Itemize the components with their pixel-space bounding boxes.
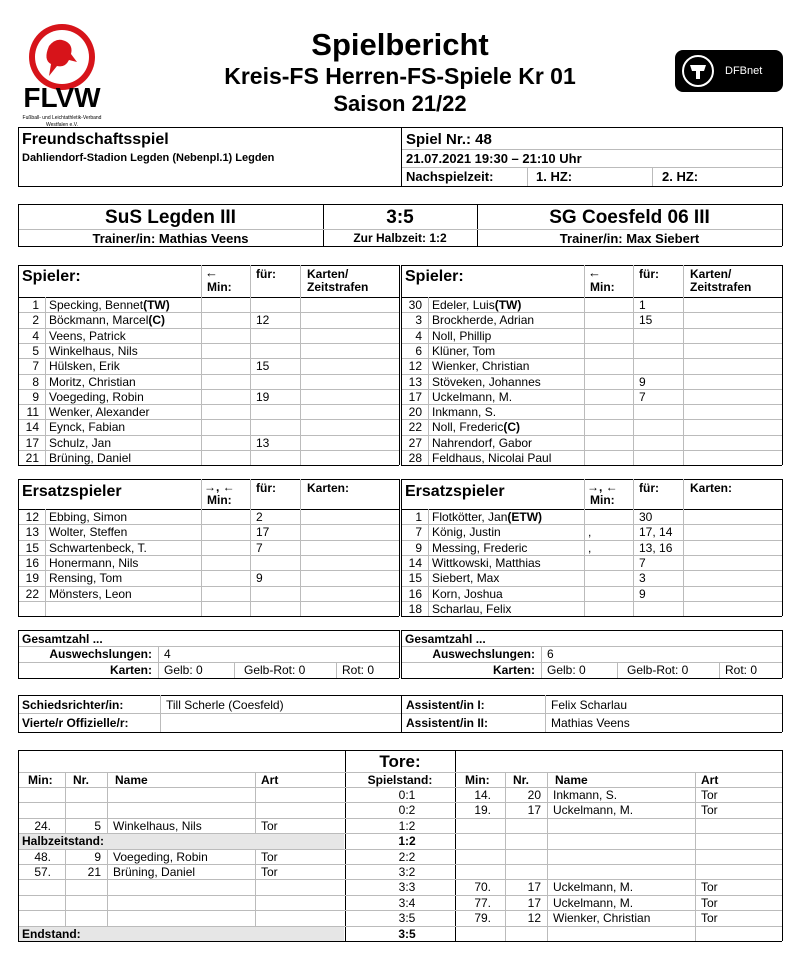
away-player-name: Messing, Frederic: [432, 540, 528, 555]
home-total-label: Gesamtzahl ...: [22, 632, 103, 646]
home-fuer-value: 19: [256, 389, 270, 404]
referee-value: Till Scherle (Coesfeld): [166, 698, 284, 712]
goal-row-label: Halbzeitstand:: [22, 834, 105, 849]
home-player-number: 17: [25, 435, 39, 450]
running-score: 0:1: [398, 788, 416, 802]
away-cards-label-b: Zeitstrafen: [690, 280, 752, 294]
goal-row-label: Endstand:: [22, 926, 81, 941]
dfb-eagle-icon: [677, 50, 719, 92]
away-player-number: 15: [408, 571, 422, 586]
away-player-name: Klüner, Tom: [432, 343, 496, 358]
away-player-number: 18: [408, 601, 422, 616]
away-goals-name-header: Name: [555, 773, 588, 787]
home-player-name: Wenker, Alexander: [49, 405, 150, 420]
away-team-name: SG Coesfeld 06 III: [549, 207, 710, 228]
away-player-number: 6: [415, 343, 422, 358]
away-goal-scorer: Uckelmann, M.: [553, 895, 634, 910]
away-player-number: 12: [408, 359, 422, 374]
away-player-number: 4: [415, 328, 422, 343]
home-player-name: Schwartenbeck, T.: [49, 540, 147, 555]
goals-title: Tore:: [379, 752, 421, 771]
away-fuer-value: 30: [639, 510, 653, 524]
away-player-name: Siebert, Max: [432, 571, 500, 586]
assistant2-value: Mathias Veens: [551, 716, 630, 730]
away-goals-min-header: Min:: [465, 773, 490, 787]
home-player-name: Honermann, Nils: [49, 555, 139, 570]
away-goal-scorer: Inkmann, S.: [553, 788, 618, 802]
home-player-number: 22: [25, 586, 39, 601]
home-player-number: 8: [32, 374, 39, 389]
home-sub-cards-label: Karten:: [307, 481, 350, 495]
home-player-number: 5: [32, 343, 39, 358]
home-player-name: Veens, Patrick: [49, 328, 126, 343]
home-goal-scorer: Voegeding, Robin: [113, 849, 208, 864]
home-subs-count: 4: [164, 647, 171, 661]
away-goal-type: Tor: [701, 895, 718, 910]
final-score: 3:5: [386, 207, 414, 228]
assistant1-label: Assistent/in I:: [406, 698, 485, 712]
referee-label: Schiedsrichter/in:: [22, 698, 124, 712]
first-half-label: 1. HZ:: [536, 169, 573, 184]
away-fuer-value: 9: [639, 374, 646, 389]
away-player-number: 14: [408, 555, 422, 570]
away-goal-type: Tor: [701, 880, 718, 895]
home-player-number: 21: [25, 451, 39, 465]
running-score: 3:2: [398, 865, 416, 879]
dfbnet-logo: [675, 50, 783, 92]
away-player-name: Noll, Phillip: [432, 328, 492, 343]
away-fuer-value: 7: [639, 389, 646, 404]
away-player-number: 1: [415, 510, 422, 524]
match-venue: Dahliendorf-Stadion Legden (Nebenpl.1) Legden: [22, 152, 275, 164]
away-trainer: Trainer/in: Max Siebert: [559, 231, 700, 246]
home-player-name: Hülsken, Erik: [49, 359, 120, 374]
home-player-name: Rensing, Tom: [49, 571, 123, 586]
assistant1-value: Felix Scharlau: [551, 698, 628, 712]
home-fuer-value: 17: [256, 525, 270, 540]
away-subs-heading: Ersatzspieler: [405, 483, 505, 500]
away-goal-number: 20: [527, 788, 541, 802]
away-player-number: 22: [408, 420, 422, 435]
home-sub-row: [18, 601, 399, 616]
away-player-name: Brockherde, Adrian: [432, 313, 535, 328]
home-player-name: Voegeding, Robin: [49, 389, 144, 404]
home-yellow-count: Gelb: 0: [164, 663, 203, 677]
away-goal-number: 12: [527, 911, 541, 926]
away-goal-number: 17: [527, 803, 541, 818]
second-half-label: 2. HZ:: [662, 169, 699, 184]
home-goal-number: 5: [94, 818, 101, 833]
away-goal-scorer: Uckelmann, M.: [553, 803, 634, 818]
away-player-name: Korn, Joshua: [432, 586, 503, 601]
home-goals-nr-header: Nr.: [73, 773, 90, 787]
away-sub-fuer-label: für:: [639, 481, 659, 495]
running-score: 0:2: [398, 803, 416, 818]
home-team-name: SuS Legden III: [105, 207, 236, 228]
score-col-header: Spielstand:: [367, 773, 433, 787]
away-player-number: 16: [408, 586, 422, 601]
home-player-number: 13: [25, 525, 39, 540]
away-player-name: Scharlau, Felix: [432, 601, 512, 616]
away-goal-minute: 70.: [474, 880, 491, 895]
away-goal-type: Tor: [701, 788, 718, 802]
home-player-number: 4: [32, 328, 39, 343]
away-player-name: König, Justin: [432, 525, 501, 540]
away-goal-number: 17: [527, 880, 541, 895]
away-player-name: Wienker, Christian: [432, 359, 530, 374]
away-cards-label-a: Karten/: [690, 267, 732, 281]
home-cards-label-b: Zeitstrafen: [307, 280, 369, 294]
home-fuer-label: für:: [256, 267, 276, 281]
home-player-name: Specking, Bennet(TW): [49, 298, 170, 312]
away-yellowred-count: Gelb-Rot: 0: [627, 663, 689, 677]
away-player-name: Stöveken, Johannes: [432, 374, 541, 389]
away-fuer-value: 15: [639, 313, 653, 328]
running-score: 3:3: [398, 880, 416, 895]
home-player-number: 19: [25, 571, 39, 586]
away-min-arrow: ←: [588, 265, 601, 280]
away-player-name: Nahrendorf, Gabor: [432, 435, 533, 450]
logo-left-sub1: Fußball- und Leichtathletik-Verband: [22, 115, 102, 121]
home-player-name: Moritz, Christian: [49, 374, 136, 389]
home-fuer-value: 12: [256, 313, 270, 328]
away-goal-type: Tor: [701, 803, 718, 818]
season-title: Saison 21/22: [333, 91, 467, 116]
away-player-name: Noll, Frederic(C): [432, 420, 521, 435]
dfbnet-text: DFBnet: [725, 65, 763, 77]
away-goal-minute: 77.: [474, 895, 491, 910]
away-player-number: 13: [408, 374, 422, 389]
home-sub-arrows: →, ←: [204, 480, 235, 494]
running-score: 3:5: [398, 911, 416, 926]
away-total-label: Gesamtzahl ...: [405, 632, 486, 646]
away-player-number: 30: [408, 298, 422, 312]
home-player-number: 16: [25, 555, 39, 570]
home-goals-min-header: Min:: [28, 773, 53, 787]
away-player-number: 28: [408, 451, 422, 465]
competition-title: Kreis-FS Herren-FS-Spiele Kr 01: [224, 63, 576, 89]
away-player-name: Uckelmann, M.: [432, 389, 513, 404]
home-player-number: 11: [26, 405, 39, 420]
away-player-number: 7: [415, 525, 422, 540]
home-player-number: 2: [32, 313, 39, 328]
home-player-number: 9: [32, 389, 39, 404]
away-goal-scorer: Uckelmann, M.: [553, 880, 634, 895]
away-yellow-count: Gelb: 0: [547, 663, 586, 677]
away-player-name: Inkmann, S.: [432, 405, 497, 420]
away-cards-total-label: Karten:: [492, 663, 535, 677]
away-goal-scorer: Wienker, Christian: [553, 911, 651, 926]
home-fuer-value: 7: [256, 540, 263, 555]
home-min-label: Min:: [207, 280, 232, 294]
home-trainer: Trainer/in: Mathias Veens: [92, 231, 249, 246]
home-player-name: Wolter, Steffen: [49, 525, 128, 540]
home-cards-label-a: Karten/: [307, 267, 349, 281]
away-fuer-value: 7: [639, 555, 646, 570]
home-player-number: 7: [32, 359, 39, 374]
away-goals-art-header: Art: [701, 773, 719, 787]
home-player-name: Mönsters, Leon: [49, 586, 132, 601]
home-sub-fuer-label: für:: [256, 481, 276, 495]
away-goal-minute: 79.: [474, 911, 491, 926]
home-goal-type: Tor: [261, 818, 278, 833]
halftime-score: Zur Halbzeit: 1:2: [353, 231, 447, 245]
away-sub-minute: ,: [588, 540, 592, 555]
home-subs-count-label: Auswechslungen:: [49, 647, 152, 661]
home-goals-name-header: Name: [115, 773, 148, 787]
away-fuer-value: 1: [639, 298, 646, 312]
away-sub-minute: ,: [588, 525, 592, 540]
nachspielzeit-label: Nachspielzeit:: [406, 169, 494, 184]
home-red-count: Rot: 0: [342, 663, 375, 677]
away-sub-min-label: Min:: [590, 493, 615, 507]
home-fuer-value: 2: [256, 510, 263, 524]
home-min-arrow: ←: [205, 265, 218, 280]
home-goal-minute: 24.: [34, 818, 51, 833]
away-fuer-value: 13, 16: [639, 540, 673, 555]
home-goal-minute: 48.: [34, 849, 51, 864]
home-goals-art-header: Art: [261, 773, 279, 787]
away-player-name: Feldhaus, Nicolai Paul: [432, 451, 552, 465]
away-goal-type: Tor: [701, 911, 718, 926]
home-player-name: Brüning, Daniel: [49, 451, 132, 465]
away-player-number: 20: [408, 405, 422, 420]
running-score: 1:2: [398, 818, 416, 833]
home-goal-type: Tor: [261, 849, 278, 864]
match-datetime: 21.07.2021 19:30 – 21:10 Uhr: [406, 151, 582, 166]
page-title: Spielbericht: [311, 27, 489, 62]
running-score: 3:5: [398, 926, 416, 941]
assistant2-label: Assistent/in II:: [406, 716, 489, 730]
match-type: Freundschaftsspiel: [22, 131, 169, 148]
away-subs-count-label: Auswechslungen:: [432, 647, 535, 661]
away-goal-number: 17: [527, 895, 541, 910]
running-score: 1:2: [398, 834, 416, 849]
away-red-count: Rot: 0: [725, 663, 758, 677]
home-player-number: 12: [25, 510, 39, 524]
away-players-heading: Spieler:: [405, 268, 464, 285]
away-player-number: 3: [415, 313, 422, 328]
home-cards-total-label: Karten:: [109, 663, 152, 677]
game-number: Spiel Nr.: 48: [406, 131, 492, 148]
home-player-name: Böckmann, Marcel(C): [49, 313, 166, 328]
home-goal-minute: 57.: [34, 865, 51, 879]
home-player-number: 15: [25, 540, 39, 555]
home-goal-type: Tor: [261, 865, 278, 879]
away-player-name: Edeler, Luis(TW): [432, 298, 522, 312]
home-player-name: Eynck, Fabian: [49, 420, 126, 435]
away-fuer-label: für:: [639, 267, 659, 281]
home-goal-number: 9: [94, 849, 101, 864]
home-player-number: 14: [25, 420, 39, 435]
away-goal-minute: 14.: [474, 788, 491, 802]
away-fuer-value: 17, 14: [639, 525, 673, 540]
home-fuer-value: 15: [256, 359, 270, 374]
home-subs-heading: Ersatzspieler: [22, 483, 122, 500]
home-player-number: 1: [32, 298, 39, 312]
home-fuer-value: 13: [256, 435, 270, 450]
running-score: 3:4: [398, 895, 416, 910]
home-player-name: Ebbing, Simon: [49, 510, 128, 524]
home-player-name: Schulz, Jan: [49, 435, 112, 450]
away-fuer-value: 3: [639, 571, 646, 586]
logo-left-text: FLVW: [23, 82, 101, 113]
home-goal-scorer: Winkelhaus, Nils: [113, 818, 202, 833]
home-sub-min-label: Min:: [207, 493, 232, 507]
away-goals-nr-header: Nr.: [513, 773, 530, 787]
home-fuer-value: 9: [256, 571, 263, 586]
home-player-name: Winkelhaus, Nils: [49, 343, 138, 358]
away-player-number: 9: [415, 540, 422, 555]
away-goal-minute: 19.: [474, 803, 491, 818]
away-fuer-value: 9: [639, 586, 646, 601]
away-player-name: Flotkötter, Jan(ETW): [432, 510, 543, 524]
home-goal-scorer: Brüning, Daniel: [113, 865, 196, 879]
away-sub-cards-label: Karten:: [690, 481, 733, 495]
away-subs-count: 6: [547, 647, 554, 661]
fourth-official-label: Vierte/r Offizielle/r:: [22, 716, 129, 730]
away-min-label: Min:: [590, 280, 615, 294]
logo-left-sub2: Westfalen e.V.: [46, 122, 78, 128]
home-yellowred-count: Gelb-Rot: 0: [244, 663, 306, 677]
away-sub-arrows: →, ←: [587, 480, 618, 494]
away-player-name: Wittkowski, Matthias: [432, 555, 541, 570]
home-goal-number: 21: [87, 865, 101, 879]
running-score: 2:2: [398, 849, 416, 864]
home-players-heading: Spieler:: [22, 268, 81, 285]
away-player-number: 17: [408, 389, 422, 404]
away-player-number: 27: [408, 435, 422, 450]
